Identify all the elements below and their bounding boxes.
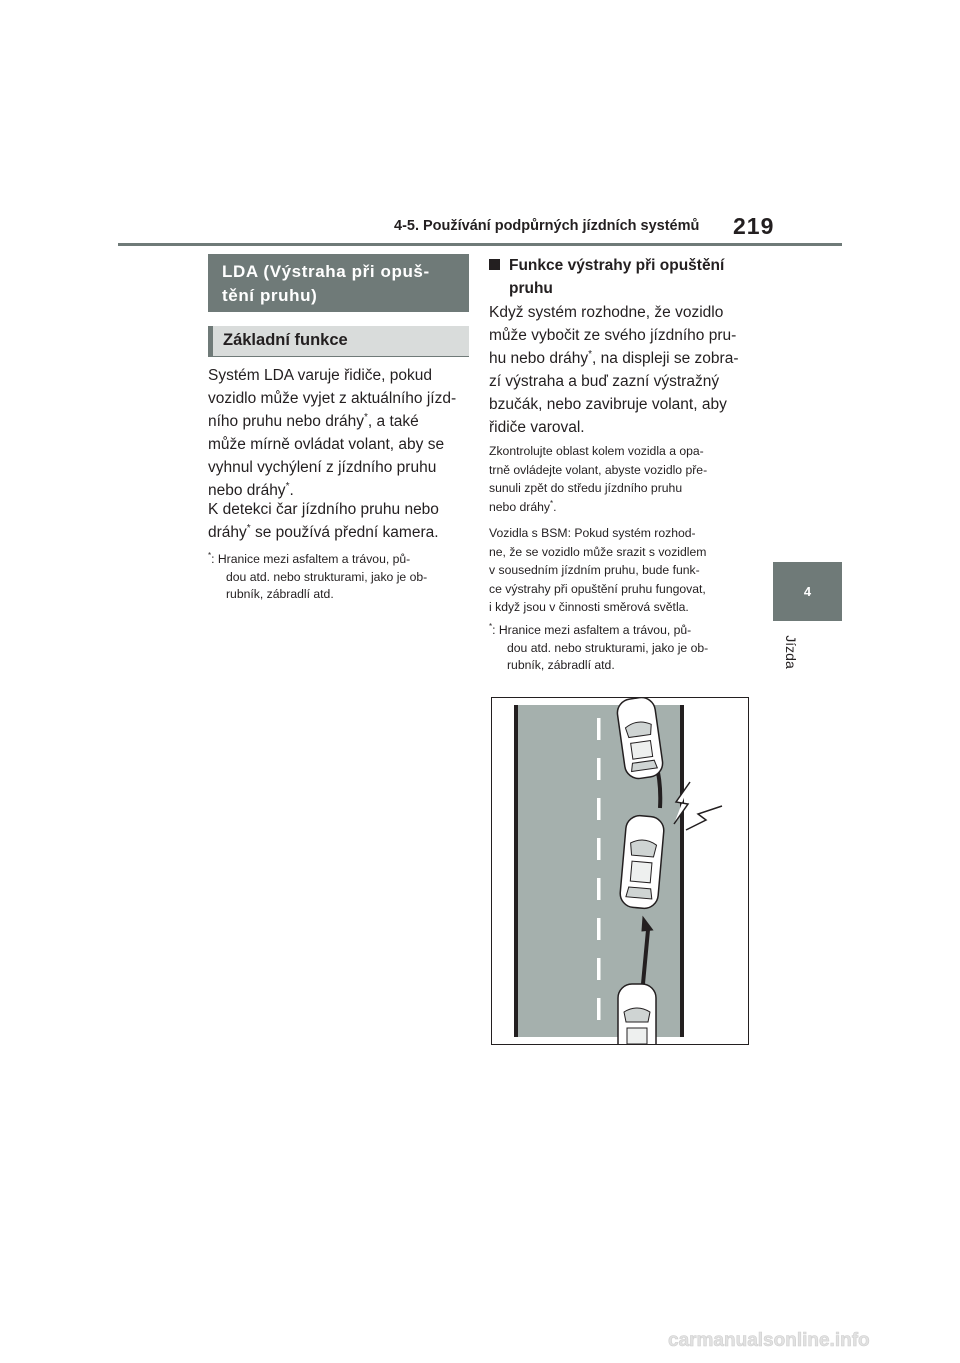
header-divider: [118, 243, 842, 246]
page-number: 219: [733, 213, 775, 239]
chapter-tab[interactable]: [773, 562, 842, 621]
note-bsm: [489, 524, 751, 617]
text-line: rubník, zábradlí atd.: [507, 658, 615, 672]
paragraph-camera: [208, 498, 470, 544]
text-line: vyhnul vychýlení z jízdního pruhu: [208, 459, 437, 476]
text-line: Zkontrolujte oblast kolem vozidla a opa-: [489, 444, 704, 458]
text-line: trně ovládejte volant, abyste vozidlo pře-: [489, 462, 708, 477]
section-heading: [208, 254, 469, 312]
text-line: dráhy* se používá přední kamera.: [208, 522, 439, 541]
section-heading-line1: LDA (Výstraha při opuš-: [222, 262, 430, 281]
paragraph-warning: [489, 301, 751, 439]
chapter-number: 4: [803, 584, 812, 599]
lightning-icon-2: [686, 806, 722, 830]
footnote-right: [489, 622, 751, 675]
car-icon-bottom: [618, 984, 656, 1044]
text-line: zí výstraha a buď zazní výstražný: [489, 373, 720, 390]
car-icon-middle: [619, 815, 665, 910]
text-line: hu nebo dráhy*, na displeji se zobra-: [489, 348, 739, 367]
chapter-label: Jízda: [783, 635, 799, 669]
watermark-logo: [0, 1322, 960, 1358]
svg-text:carmanualsonline.info: carmanualsonline.info: [668, 1330, 870, 1351]
chapter-label-box: [771, 628, 811, 676]
square-bullet-icon: [489, 259, 500, 270]
text-line: může mírně ovládat volant, aby se: [208, 436, 445, 453]
text-line: dou atd. nebo strukturami, jako je ob-: [226, 569, 428, 584]
footer-watermark: [0, 1322, 960, 1358]
text-line: Když systém rozhodne, že vozidlo: [489, 304, 724, 321]
text-line: Vozidla s BSM: Pokud systém rozhod-: [489, 526, 696, 540]
lane-departure-diagram: [492, 698, 748, 1044]
text-line: *: Hranice mezi asfaltem a trávou, pů-: [208, 550, 411, 566]
road-edge-right: [680, 705, 684, 1037]
function-heading: [489, 254, 751, 300]
section-title: 4-5. Používání podpůrných jízdních systémů: [394, 218, 700, 234]
section-heading-line2: tění pruhu): [222, 286, 318, 305]
note-check-area: [489, 442, 751, 516]
text-line: dou atd. nebo strukturami, jako je ob-: [507, 640, 709, 655]
text-line: může vybočit ze svého jízdního pru-: [489, 327, 737, 344]
text-line: ne, že se vozidlo může srazit s vozidlem: [489, 544, 707, 559]
text-line: bzučák, nebo zavibruje volant, aby: [489, 396, 727, 413]
subheading: Základní funkce: [208, 326, 469, 357]
text-line: *: Hranice mezi asfaltem a trávou, pů-: [489, 621, 692, 637]
text-line: K detekci čar jízdního pruhu nebo: [208, 501, 439, 518]
paragraph-intro: [208, 364, 470, 502]
text-line: Systém LDA varuje řidiče, pokud: [208, 367, 432, 384]
text-line: nebo dráhy*.: [489, 498, 557, 514]
text-line: i když jsou v činnosti směrová světla.: [489, 600, 689, 614]
footnote-left: [208, 551, 470, 604]
function-heading-line1: Funkce výstrahy při opuštění: [509, 257, 725, 274]
text-line: sunuli zpět do středu jízdního pruhu: [489, 481, 683, 495]
text-line: rubník, zábradlí atd.: [226, 587, 334, 601]
text-line: ního pruhu nebo dráhy*, a také: [208, 411, 419, 430]
function-heading-line2: pruhu: [509, 280, 553, 297]
text-line: řidiče varoval.: [489, 419, 585, 436]
road-edge-left: [514, 705, 518, 1037]
text-line: nebo dráhy*.: [208, 480, 294, 499]
text-line: v sousedním jízdním pruhu, bude funk-: [489, 563, 700, 577]
text-line: ce výstrahy při opuštění pruhu fungovat,: [489, 581, 706, 596]
lane-departure-illustration: [491, 697, 749, 1045]
text-line: vozidlo může vyjet z aktuálního jízd-: [208, 390, 457, 407]
